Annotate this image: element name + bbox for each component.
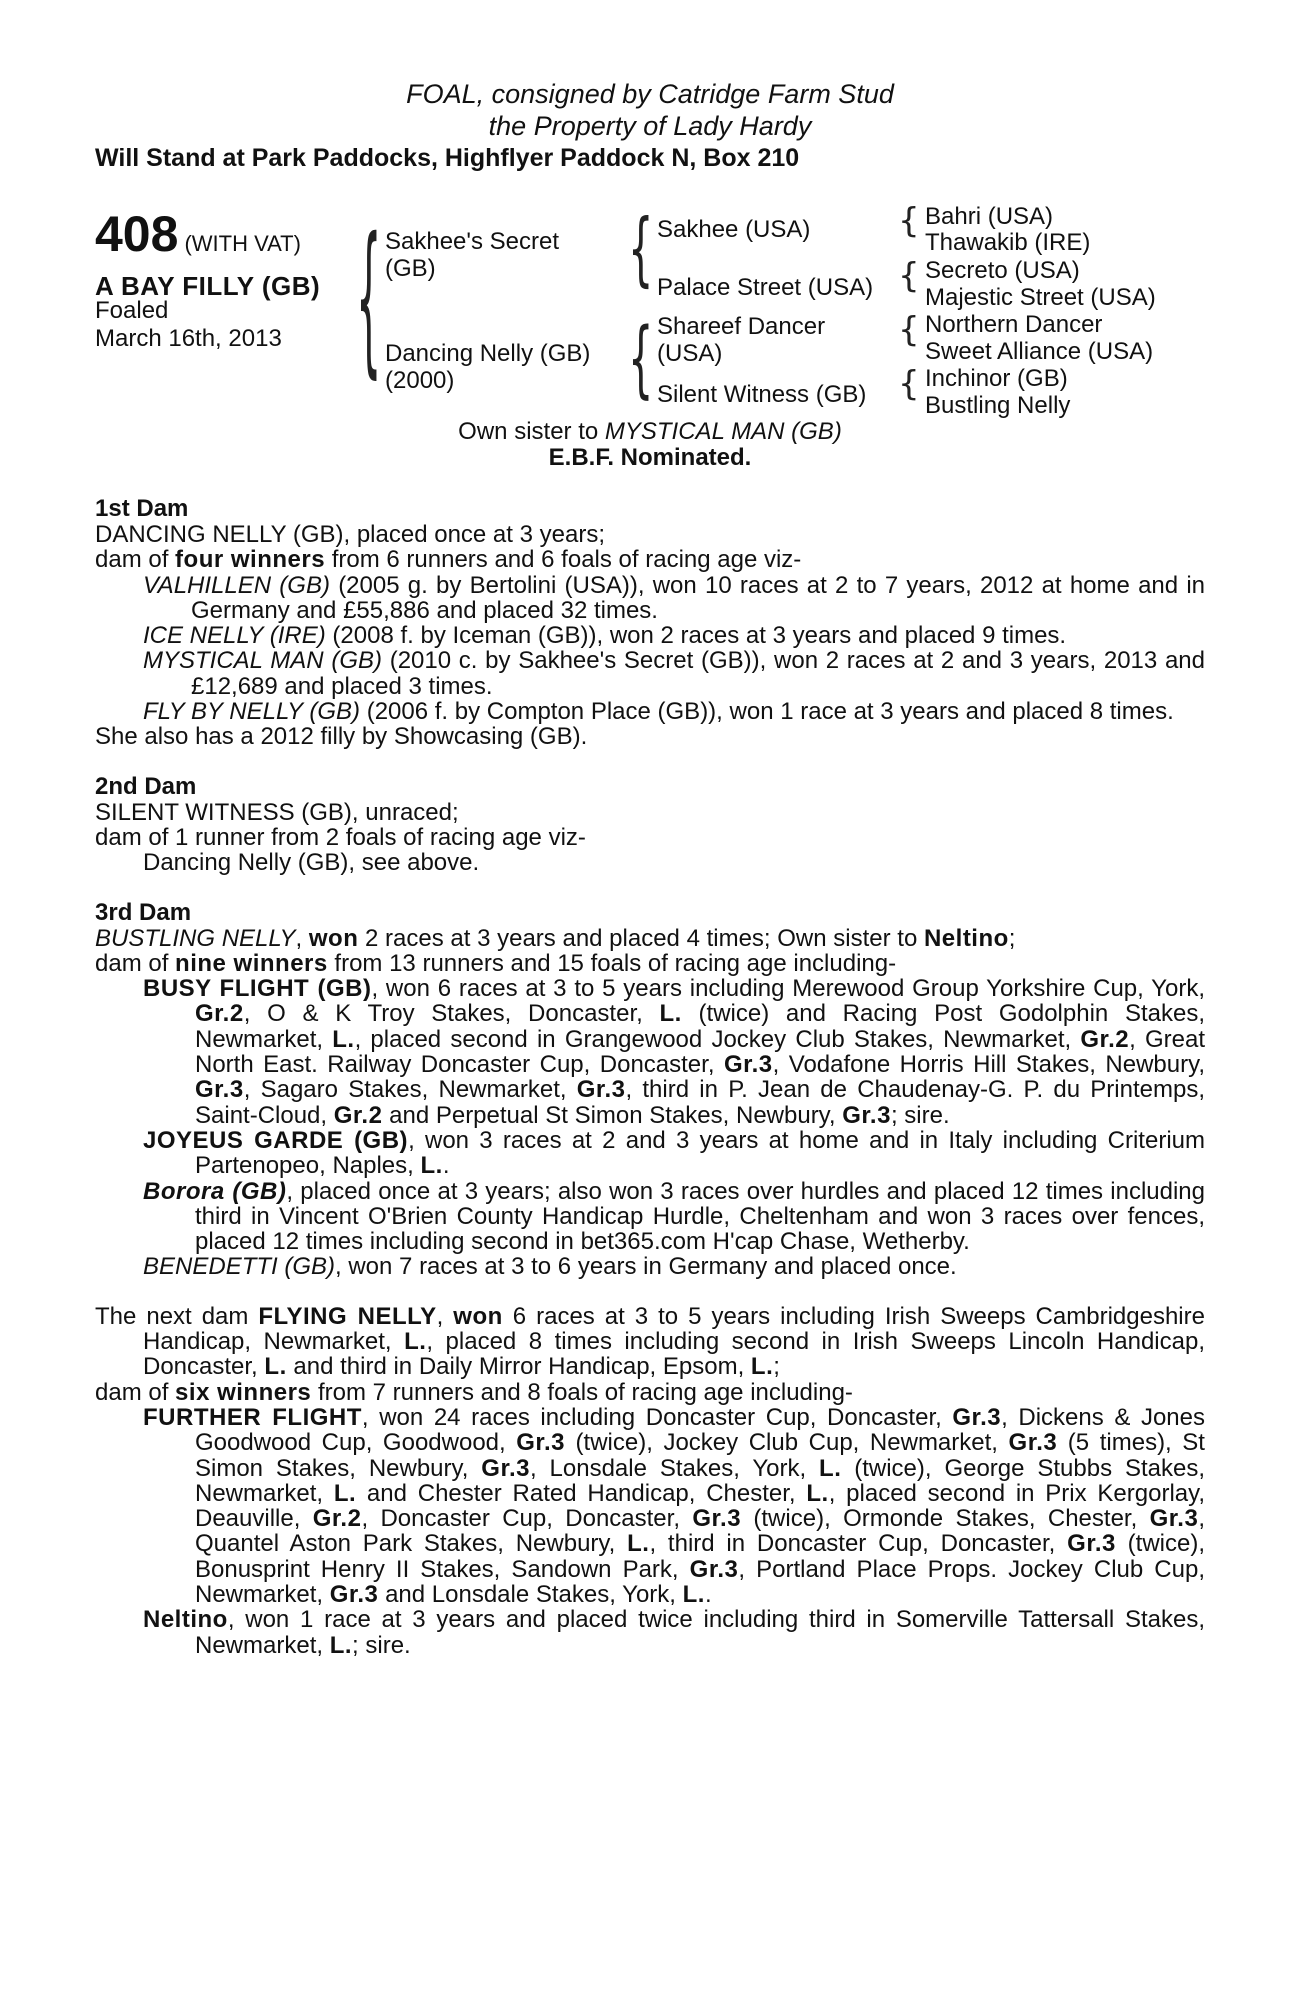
- text: , Dickens & Jones Goodwood Cup, Goodwood,: [195, 1403, 1205, 1457]
- text: from 6 runners and 6 foals of racing age viz-: [325, 546, 802, 574]
- text: , Great North East. Railway Doncaster Cup, Doncaster,: [195, 1025, 1205, 1079]
- pedigree-brace-sd: {: [898, 256, 920, 296]
- progeny-record: (2008 f. by Iceman (GB)), won 2 races at 3 years and placed 9 times.: [325, 622, 1067, 650]
- second-dam-line: SILENT WITNESS (GB), unraced;: [95, 798, 459, 826]
- winners-count: nine winners: [175, 949, 328, 977]
- text: (twice), Ormonde Stakes, Chester,: [741, 1505, 1150, 1533]
- grade: L.: [420, 1152, 443, 1180]
- progeny-entry: [95, 1405, 1205, 1607]
- second-dam-heading: 2nd Dam: [95, 772, 197, 800]
- third-dam-line: [95, 926, 1205, 951]
- dam-sire-name: Shareef Dancer: [657, 313, 826, 340]
- text: and Chester Rated Handicap, Chester,: [356, 1479, 807, 1507]
- grade: Gr.3: [952, 1403, 1002, 1431]
- progeny-entry: [95, 1607, 1205, 1658]
- text: , placed once at 3 years; also won 3 races over hurdles and placed 12 times including third in Vincent O'Brien County Handicap Hurdle, Cheltenham and won 3 races over fences, placed 12 times including second in bet365.com H'cap Chase, Wetherby.: [195, 1177, 1205, 1256]
- pedigree-brace-dd: {: [898, 364, 920, 404]
- text: , placed 8 times including second in Irish Sweeps Lincoln Handicap, Doncaster,: [143, 1328, 1205, 1381]
- grade: Gr.2: [195, 1000, 244, 1028]
- text: , third in P. Jean de Chaudenay-G. P. du Printemps, Saint-Cloud,: [195, 1076, 1205, 1129]
- dam-dam: Silent Witness (GB): [657, 381, 867, 408]
- produce-record: [95, 496, 1205, 1658]
- grade: Gr.3: [329, 1580, 379, 1608]
- property-line: the Property of Lady Hardy: [488, 111, 812, 141]
- text: and third in Daily Mirror Handicap, Epsom,: [286, 1353, 751, 1381]
- pedigree-brace-dam: {: [628, 311, 654, 409]
- text: (twice), George Stubbs Stakes, Newmarket,: [195, 1454, 1206, 1507]
- text: , Vodafone Horris Hill Stakes, Newbury,: [772, 1051, 1205, 1079]
- grade: Gr.3: [516, 1429, 565, 1457]
- text: ; sire.: [890, 1101, 950, 1129]
- text: , Quantel Aston Park Stakes, Newbury,: [195, 1505, 1205, 1558]
- text: 2 races at 3 years and placed 4 times; Own sister to: [358, 924, 924, 952]
- progeny-entry: Dancing Nelly (GB), see above.: [143, 849, 480, 877]
- sire-dam-dam: Majestic Street (USA): [925, 284, 1156, 311]
- pedigree-brace-ds: {: [898, 310, 920, 350]
- progeny-name: BUSY FLIGHT (GB): [143, 975, 372, 1003]
- grade: Gr.2: [333, 1101, 383, 1129]
- foaled-info: [95, 297, 282, 353]
- pedigree-brace-sire: {: [628, 204, 654, 296]
- first-dam-heading: 1st Dam: [95, 495, 189, 522]
- grade: Gr.3: [481, 1454, 530, 1482]
- grade: L.: [806, 1479, 829, 1507]
- progeny-name: FLY BY NELLY (GB): [143, 698, 361, 726]
- progeny-name: FURTHER FLIGHT: [143, 1403, 362, 1431]
- first-dam-summary: [95, 547, 1205, 572]
- progeny-entry: [95, 573, 1205, 624]
- text: , won 24 races including Doncaster Cup, Doncaster,: [361, 1403, 953, 1431]
- dam-year: (2000): [385, 367, 455, 394]
- text: won: [308, 924, 359, 952]
- progeny-entry: [95, 1179, 1205, 1255]
- text: , Portland Place Props. Jockey Club Cup, Newmarket,: [195, 1555, 1205, 1608]
- dam-sire-country: (USA): [657, 340, 723, 367]
- grade: Gr.2: [312, 1505, 362, 1533]
- text: , won 6 races at 3 to 5 years including Merewood Group Yorkshire Cup, York,: [371, 975, 1205, 1003]
- text: ;: [1008, 924, 1016, 952]
- dam-name: BUSTLING NELLY: [95, 924, 296, 952]
- progeny-record: (2010 c. by Sakhee's Secret (GB)), won 2 races at 2 and 3 years, 2013 and £12,689 and placed 3 times.: [191, 647, 1205, 700]
- winners-count: six winners: [175, 1378, 312, 1406]
- grade: L.: [750, 1353, 774, 1381]
- sire-sire-dam: Thawakib (IRE): [925, 229, 1091, 256]
- grade: Gr.2: [1080, 1025, 1130, 1053]
- text: and Lonsdale Stakes, York,: [378, 1580, 683, 1608]
- sire-name: Sakhee's Secret: [385, 228, 560, 255]
- grade: L.: [682, 1580, 705, 1608]
- text: dam of: [95, 949, 176, 977]
- vat-label: (WITH VAT): [184, 231, 301, 256]
- grade: Gr.3: [689, 1555, 739, 1583]
- text: 6 races at 3 to 5 years including Irish Sweeps Cambridgeshire Handicap, Newmarket,: [143, 1302, 1205, 1356]
- text: Neltino: [923, 924, 1009, 952]
- dam-name: Dancing Nelly (GB): [385, 340, 591, 367]
- text: won: [453, 1302, 503, 1330]
- text: (twice) and Racing Post Godolphin Stakes, Newmarket,: [195, 1000, 1206, 1053]
- progeny-entry: [95, 648, 1205, 699]
- text: ; sire.: [352, 1631, 411, 1659]
- third-dam-summary: [95, 951, 1205, 976]
- grade: Gr.3: [1067, 1530, 1116, 1558]
- grade: L.: [329, 1631, 353, 1659]
- text: , Doncaster Cup, Doncaster,: [361, 1505, 693, 1533]
- progeny-name: Neltino: [143, 1606, 228, 1634]
- text: ,: [295, 924, 309, 952]
- second-dam-summary: dam of 1 runner from 2 foals of racing age viz-: [95, 823, 586, 851]
- grade: L.: [264, 1353, 287, 1381]
- sire-dam-sire: Secreto (USA): [925, 257, 1080, 284]
- pedigree-brace-ss: {: [898, 201, 920, 241]
- dam-sire: [657, 313, 825, 367]
- grade: Gr.3: [576, 1076, 626, 1104]
- progeny-entry: [95, 699, 1205, 724]
- text: , placed second in Grangewood Jockey Club Stakes, Newmarket,: [354, 1025, 1081, 1053]
- dam-name: FLYING NELLY: [258, 1302, 437, 1330]
- foaled-label: Foaled: [95, 297, 169, 324]
- text: (twice), Bonusprint Henry II Stakes, Sandown Park,: [195, 1530, 1205, 1583]
- grade: Gr.3: [1149, 1505, 1199, 1533]
- text: , won 7 races at 3 to 6 years in Germany and placed once.: [335, 1253, 957, 1281]
- sire-sire: Sakhee (USA): [657, 216, 811, 243]
- text: (5 times), St Simon Stakes, Newbury,: [195, 1429, 1205, 1482]
- progeny-entry: [95, 976, 1205, 1128]
- dam-dam-dam: Bustling Nelly: [925, 392, 1071, 419]
- text: , placed second in Prix Kergorlay, Deauville,: [195, 1479, 1206, 1533]
- sire-country: (GB): [385, 255, 436, 282]
- grade: L.: [627, 1530, 650, 1558]
- grade: Gr.3: [842, 1101, 891, 1129]
- progeny-name: Borora (GB): [143, 1177, 287, 1205]
- grade: Gr.3: [1008, 1429, 1058, 1457]
- text: , Sagaro Stakes, Newmarket,: [243, 1076, 577, 1104]
- text: and Perpetual St Simon Stakes, Newbury,: [382, 1101, 843, 1129]
- text: The next dam: [95, 1302, 259, 1330]
- dam: [385, 340, 590, 394]
- text: , Lonsdale Stakes, York,: [530, 1454, 820, 1482]
- progeny-record: (2006 f. by Compton Place (GB)), won 1 race at 3 years and placed 8 times.: [360, 698, 1174, 726]
- grade: L.: [819, 1454, 842, 1482]
- sister-name: MYSTICAL MAN (GB): [604, 418, 842, 445]
- progeny-entry: [95, 1254, 1205, 1279]
- progeny-name: ICE NELLY (IRE): [143, 622, 326, 650]
- sister-note: [95, 418, 1205, 446]
- grade: Gr.3: [723, 1051, 773, 1079]
- sire-sire-sire: Bahri (USA): [925, 203, 1054, 230]
- dam-sire-sire: Northern Dancer: [925, 311, 1103, 338]
- text: , O & K Troy Stakes, Doncaster,: [243, 1000, 660, 1028]
- progeny-name: BENEDETTI (GB): [143, 1253, 336, 1281]
- progeny-entry: [95, 1128, 1205, 1179]
- ebf-note: E.B.F. Nominated.: [548, 444, 752, 471]
- third-dam-heading: 3rd Dam: [95, 898, 192, 926]
- grade: L.: [332, 1025, 355, 1053]
- grade: Gr.3: [195, 1076, 244, 1104]
- next-dam-summary: [95, 1380, 1205, 1405]
- dam-dam-sire: Inchinor (GB): [925, 365, 1068, 392]
- next-dam-line: [95, 1304, 1205, 1380]
- consignor-line: FOAL, consigned by Catridge Farm Stud: [406, 79, 894, 109]
- progeny-entry: [95, 623, 1205, 648]
- text: , third in Doncaster Cup, Doncaster,: [649, 1530, 1068, 1558]
- text: , won 1 race at 3 years and placed twice including third in Somerville Tattersall Stakes, Newmarket,: [195, 1606, 1205, 1659]
- text: from 7 runners and 8 foals of racing age including-: [311, 1378, 853, 1406]
- first-dam-line: DANCING NELLY (GB), placed once at 3 years;: [95, 521, 605, 548]
- text: , won 3 races at 2 and 3 years at home and in Italy including Criterium Partenopeo, Naples,: [195, 1126, 1205, 1180]
- text: ;: [773, 1353, 780, 1381]
- sister-prefix: Own sister to: [458, 418, 605, 445]
- text: (twice), Jockey Club Cup, Newmarket,: [564, 1429, 1009, 1457]
- text: dam of: [95, 1378, 176, 1406]
- grade: L.: [404, 1328, 427, 1356]
- lot-number: 408: [95, 206, 179, 262]
- pedigree-brace-main: {: [356, 206, 382, 396]
- progeny-name: JOYEUS GARDE (GB): [143, 1126, 409, 1154]
- foaled-date: March 16th, 2013: [95, 325, 282, 352]
- text: dam of: [95, 546, 176, 574]
- progeny-name: VALHILLEN (GB): [143, 571, 330, 599]
- grade: L.: [659, 1000, 682, 1028]
- spacer: [95, 876, 1205, 900]
- text: from 13 runners and 15 foals of racing age including-: [327, 949, 897, 977]
- text: ,: [436, 1302, 454, 1330]
- progeny-name: MYSTICAL MAN (GB): [143, 647, 382, 675]
- text: .: [442, 1152, 450, 1180]
- spacer: [95, 750, 1205, 774]
- sire-dam: Palace Street (USA): [657, 274, 874, 301]
- horse-description: A BAY FILLY (GB): [95, 271, 321, 301]
- grade: Gr.3: [692, 1505, 742, 1533]
- stabling-line: Will Stand at Park Paddocks, Highflyer Paddock N, Box 210: [95, 144, 800, 172]
- dam-sire-dam: Sweet Alliance (USA): [925, 338, 1154, 365]
- text: .: [704, 1580, 712, 1608]
- grade: L.: [333, 1479, 357, 1507]
- spacer: [95, 1280, 1205, 1304]
- progeny-record: (2005 g. by Bertolini (USA)), won 10 races at 2 to 7 years, 2012 at home and in Germany and £55,886 and placed 32 times.: [191, 571, 1206, 624]
- first-dam-extra: She also has a 2012 filly by Showcasing (GB).: [95, 723, 588, 751]
- lot-heading: [95, 205, 301, 263]
- sire: [385, 228, 559, 282]
- winners-count: four winners: [175, 546, 326, 574]
